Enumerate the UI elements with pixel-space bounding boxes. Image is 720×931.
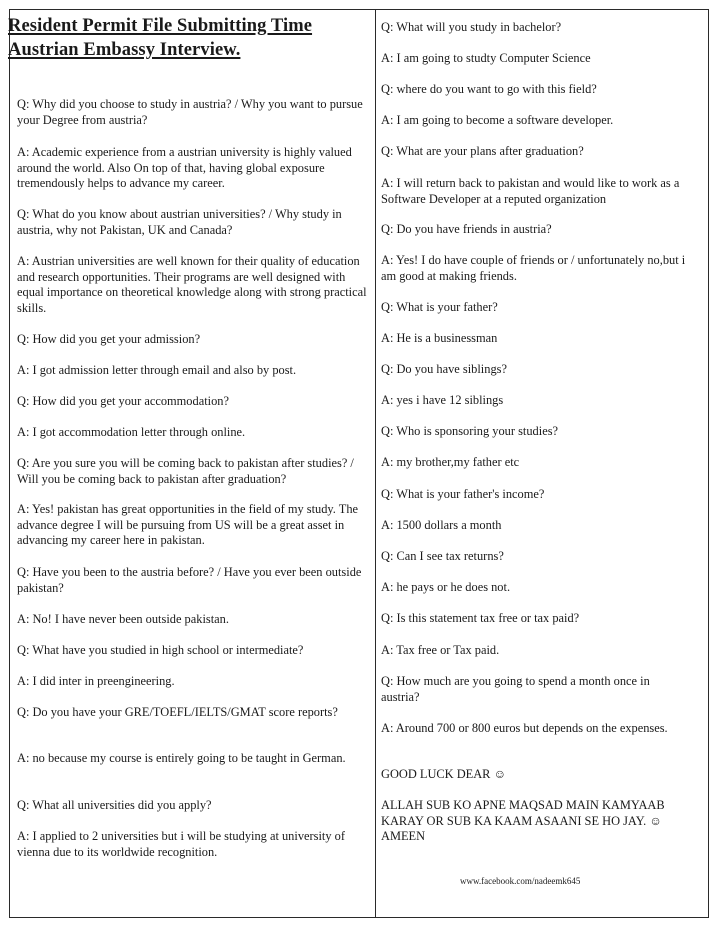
right-entry-1: A: I am going to studty Computer Science	[381, 51, 591, 65]
left-entry-13: A: I did inter in preengineering.	[17, 674, 175, 688]
right-entry-21: A: Around 700 or 800 euros but depends on the expenses.	[381, 721, 668, 735]
left-entry-11: A: No! I have never been outside pakistan.	[17, 612, 229, 626]
left-entry-0: Q: Why did you choose to study in austria? / Why you want to pursue your Degree from austria?	[17, 97, 363, 127]
left-entry-15: A: no because my course is entirely going to be taught in German.	[17, 751, 346, 765]
right-entry-8: Q: What is your father?	[381, 300, 498, 314]
right-entry-5: A: I will return back to pakistan and would like to work as a Software Developer at a reputed organization	[381, 176, 680, 206]
good-luck-note: GOOD LUCK DEAR ☺	[381, 767, 507, 781]
left-entry-2: Q: What do you know about austrian universities? / Why study in austria, why not Pakistan, UK and Canada?	[17, 207, 342, 237]
right-entry-15: A: 1500 dollars a month	[381, 518, 502, 532]
right-entry-16: Q: Can I see tax returns?	[381, 549, 504, 563]
footer-url: www.facebook.com/nadeemk645	[460, 876, 581, 886]
left-entry-9: A: Yes! pakistan has great opportunities in the field of my study. The advance degree I will be pursuing from US will be a great asset in advancing my career here in pakistan.	[17, 502, 359, 547]
left-entry-6: Q: How did you get your accommodation?	[17, 394, 229, 408]
left-entry-16: Q: What all universities did you apply?	[17, 798, 212, 812]
right-entry-0: Q: What will you study in bachelor?	[381, 20, 562, 34]
closing-prayer: ALLAH SUB KO APNE MAQSAD MAIN KAMYAAB KARAY OR SUB KA KAAM ASAANI SE HO JAY. ☺ AMEEN	[381, 798, 665, 843]
right-entry-13: A: my brother,my father etc	[381, 455, 520, 469]
right-entry-9: A: He is a businessman	[381, 331, 498, 345]
right-entry-7: A: Yes! I do have couple of friends or / unfortunately no,but i am good at making friends.	[381, 253, 686, 283]
right-entry-18: Q: Is this statement tax free or tax paid?	[381, 611, 580, 625]
left-entry-12: Q: What have you studied in high school or intermediate?	[17, 643, 304, 657]
right-entry-19: A: Tax free or Tax paid.	[381, 643, 500, 657]
right-entry-17: A: he pays or he does not.	[381, 580, 511, 594]
right-entry-11: A: yes i have 12 siblings	[381, 393, 504, 407]
right-entry-2: Q: where do you want to go with this field?	[381, 82, 597, 96]
left-entry-5: A: I got admission letter through email and also by post.	[17, 363, 297, 377]
left-entry-8: Q: Are you sure you will be coming back to pakistan after studies? / Will you be coming back to pakistan after graduation?	[17, 456, 354, 486]
left-entry-10: Q: Have you been to the austria before? / Have you ever been outside pakistan?	[17, 565, 362, 595]
right-entry-12: Q: Who is sponsoring your studies?	[381, 424, 559, 438]
left-entry-14: Q: Do you have your GRE/TOEFL/IELTS/GMAT score reports?	[17, 705, 338, 719]
right-entry-3: A: I am going to become a software developer.	[381, 113, 614, 127]
right-entry-10: Q: Do you have siblings?	[381, 362, 507, 376]
left-entry-4: Q: How did you get your admission?	[17, 332, 201, 346]
right-entry-4: Q: What are your plans after graduation?	[381, 144, 584, 158]
column-divider	[375, 10, 376, 917]
right-entry-14: Q: What is your father's income?	[381, 487, 545, 501]
right-entry-6: Q: Do you have friends in austria?	[381, 222, 552, 236]
left-entry-1: A: Academic experience from a austrian university is highly valued around the world. Also On top of that, having global exposure tremendously helps to advance my career.	[17, 145, 352, 190]
left-entry-7: A: I got accommodation letter through online.	[17, 425, 246, 439]
left-entry-17: A: I applied to 2 universities but i will be studying at university of vienna due to its worldwide recognition.	[17, 829, 345, 859]
page-title: Resident Permit File Submitting Time Austrian Embassy Interview.	[8, 16, 313, 60]
right-entry-20: Q: How much are you going to spend a month once in austria?	[381, 674, 650, 704]
left-entry-3: A: Austrian universities are well known for their quality of education and research opportunities. Their programs are well designed with equal importance on theoretical knowledge along with strong practical skills.	[17, 254, 367, 315]
